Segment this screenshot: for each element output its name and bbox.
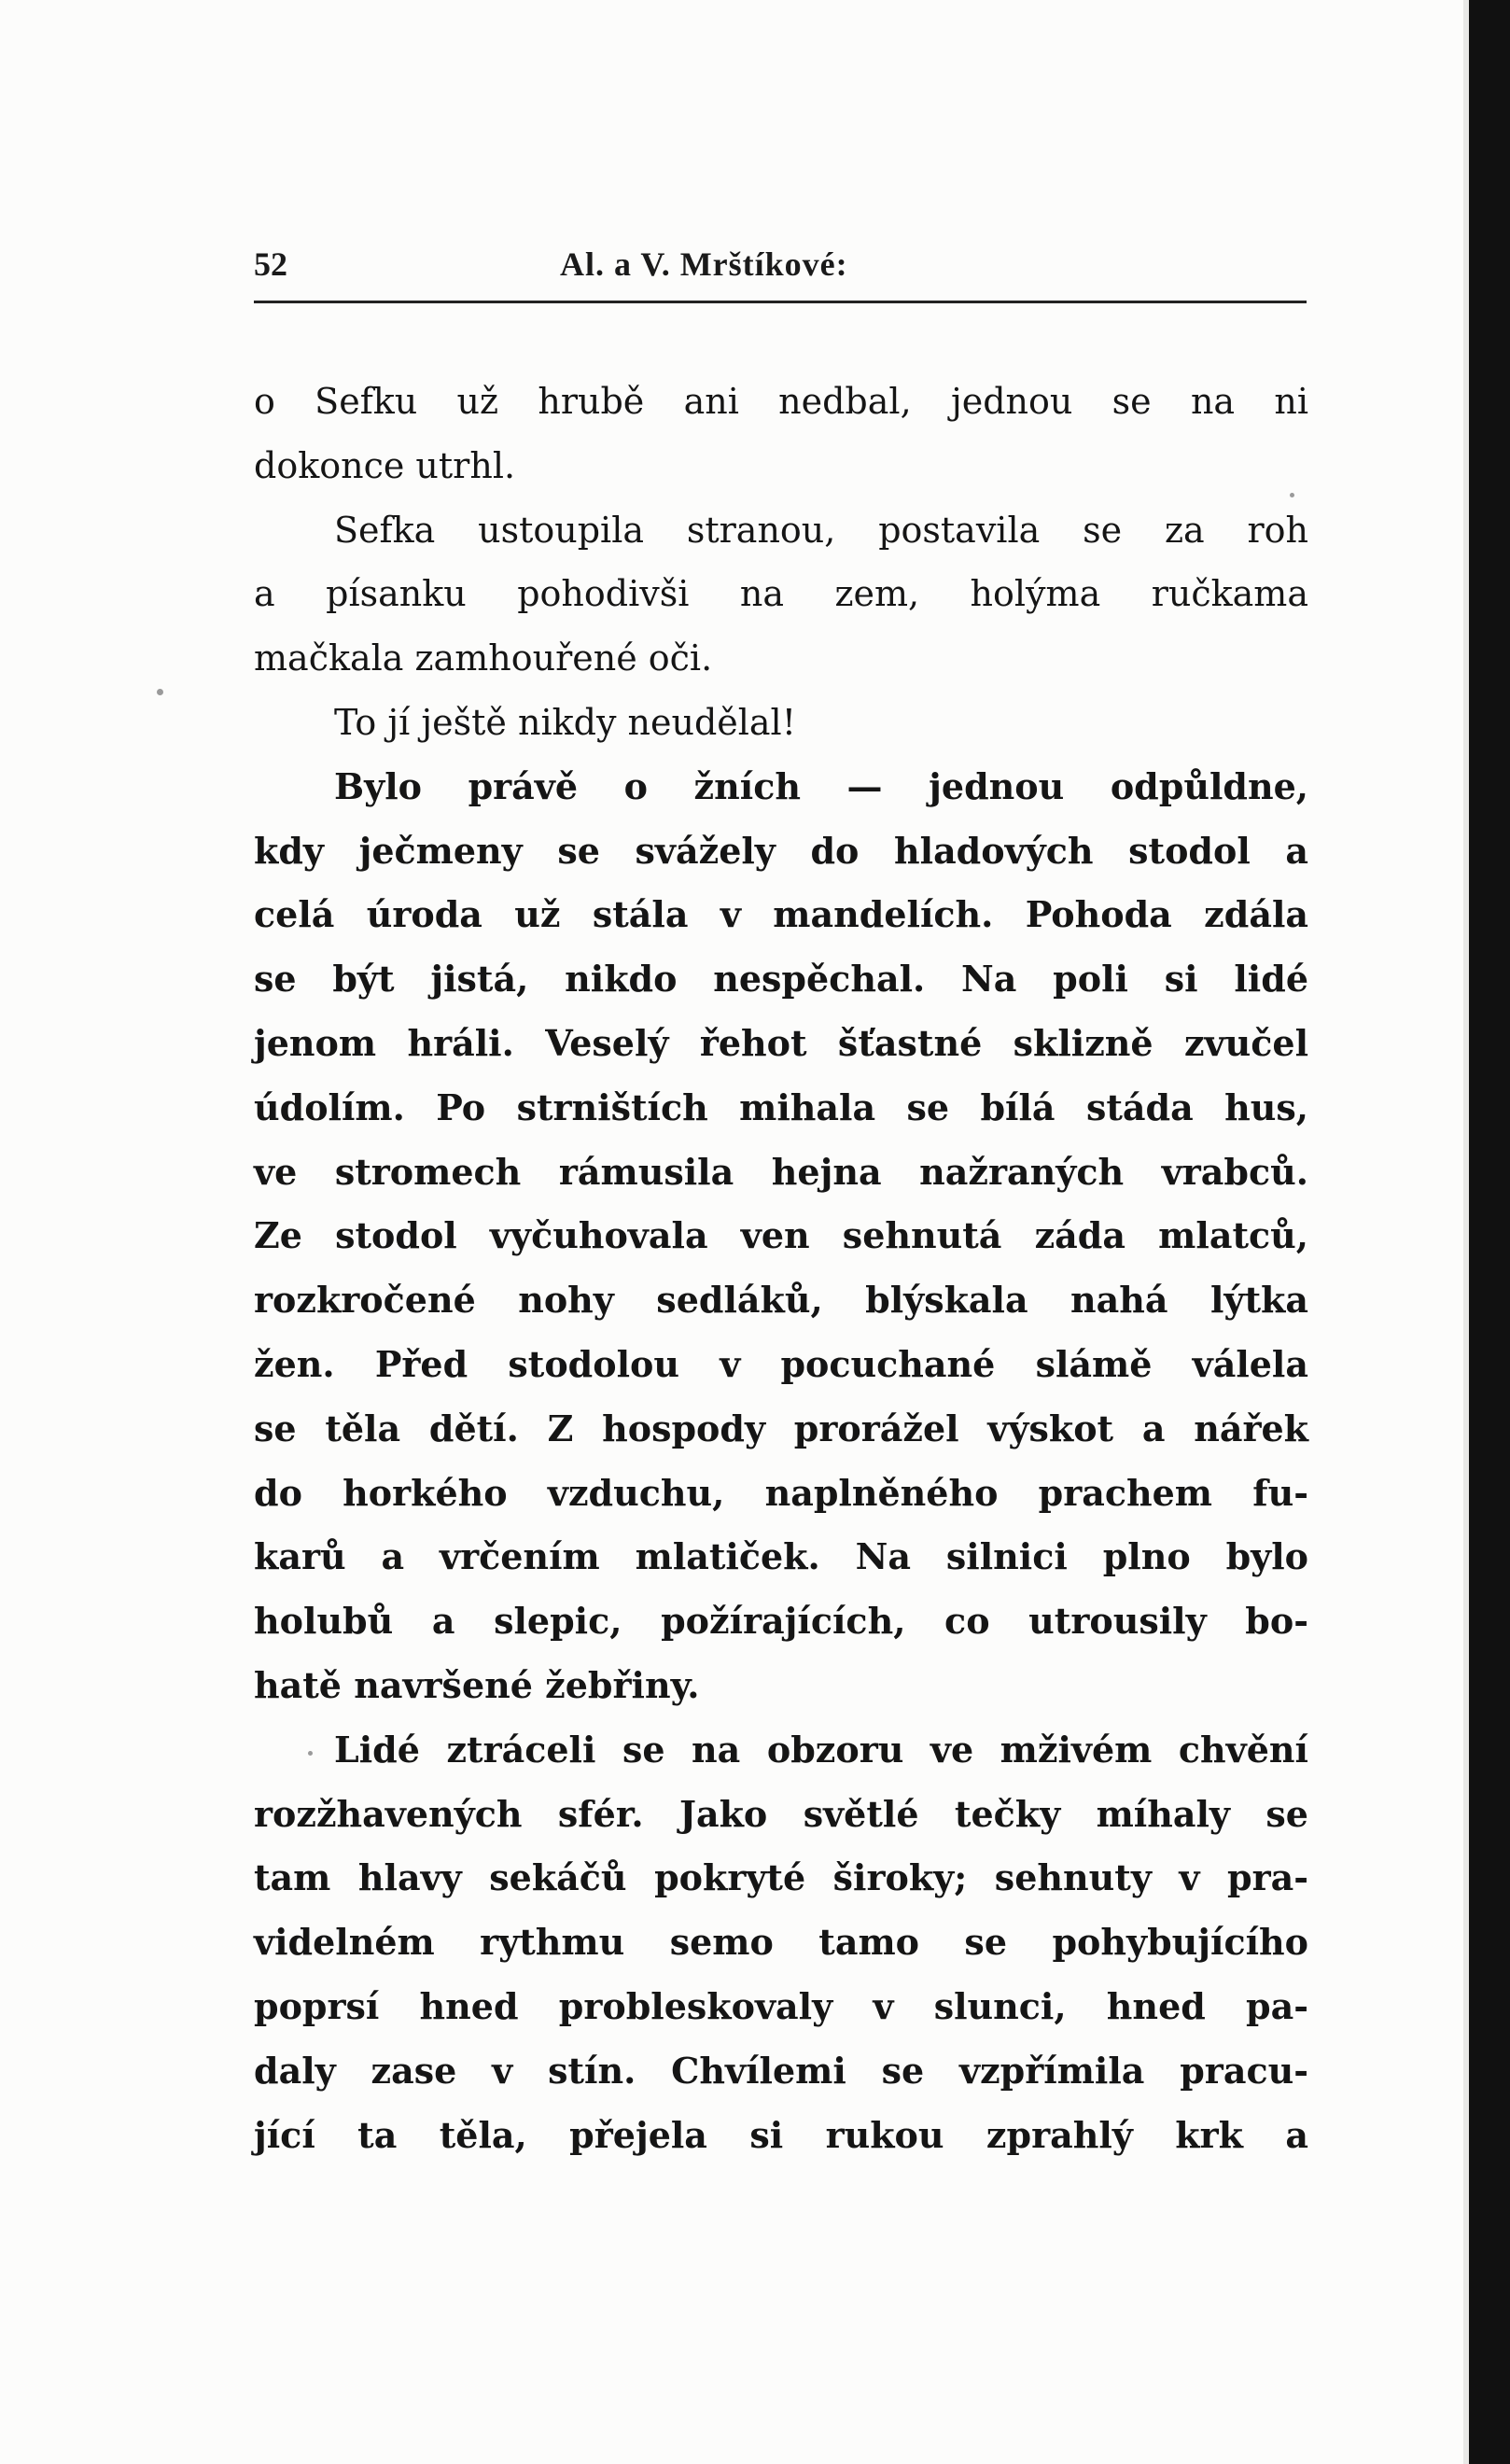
text-line: ve stromech rámusila hejna nažraných vrabců.: [254, 1150, 1308, 1193]
text-line: kdy ječmeny se svážely do hladových stodol a: [254, 829, 1308, 872]
text-line: poprsí hned probleskovaly v slunci, hned pa-: [254, 1984, 1308, 2027]
header-rule: [254, 301, 1307, 303]
text-line: dokonce utrhl.: [254, 444, 516, 486]
paper-speck: [308, 1751, 313, 1756]
text-line: a písanku pohodivši na zem, holýma ručkama: [254, 573, 1308, 615]
text-line: žen. Před stodolou v pocuchané slámě válela: [254, 1342, 1308, 1385]
page-number: 52: [254, 245, 287, 283]
text-line: údolím. Po strništích mihala se bílá stáda hus,: [254, 1085, 1308, 1128]
text-line: karů a vrčením mlatiček. Na silnici plno bylo: [254, 1535, 1308, 1578]
running-title: Al. a V. Mrštíkové:: [560, 245, 848, 283]
text-line: jící ta těla, přejela si rukou zprahlý krk a: [254, 2113, 1308, 2156]
text-line: daly zase v stín. Chvílemi se vzpřímila pracu-: [254, 2049, 1308, 2092]
text-line: Lidé ztráceli se na obzoru ve mživém chvění: [334, 1728, 1308, 1771]
paper-speck: [157, 689, 163, 695]
paper-speck: [1290, 493, 1294, 497]
text-line: rozžhavených sfér. Jako světlé tečky míhaly se: [254, 1792, 1308, 1835]
text-line: jenom hráli. Veselý řehot šťastné sklizně zvučel: [254, 1021, 1308, 1064]
text-line: Bylo právě o žních — jednou odpůldne,: [334, 764, 1308, 807]
text-line: o Sefku už hrubě ani nedbal, jednou se na ni: [254, 381, 1308, 422]
text-line: se těla dětí. Z hospody prorážel výskot a nářek: [254, 1407, 1308, 1449]
text-line: To jí ještě nikdy neudělal!: [334, 701, 796, 743]
text-line: hatě navršené žebřiny.: [254, 1663, 700, 1706]
scan-edge-border: [1469, 0, 1510, 2464]
text-line: rozkročené nohy sedláků, blýskala nahá lýtka: [254, 1279, 1308, 1322]
running-header: [254, 245, 1308, 291]
text-line: Ze stodol vyčuhovala ven sehnutá záda mlatců,: [254, 1214, 1308, 1257]
text-line: do horkého vzduchu, naplněného prachem fu-: [254, 1471, 1308, 1514]
text-line: videlném rythmu semo tamo se pohybujícího: [254, 1921, 1308, 1964]
text-line: celá úroda už stála v mandelích. Pohoda zdála: [254, 893, 1308, 936]
text-line: Sefka ustoupila stranou, postavila se za roh: [334, 509, 1308, 551]
text-line: tam hlavy sekáčů pokryté široky; sehnuty v pra-: [254, 1856, 1308, 1899]
text-line: se být jistá, nikdo nespěchal. Na poli si lidé: [254, 958, 1308, 1001]
body-text: [254, 370, 1308, 2167]
text-line: mačkala zamhouřené oči.: [254, 637, 713, 679]
text-line: holubů a slepic, požírajících, co utrousily bo-: [254, 1600, 1308, 1643]
